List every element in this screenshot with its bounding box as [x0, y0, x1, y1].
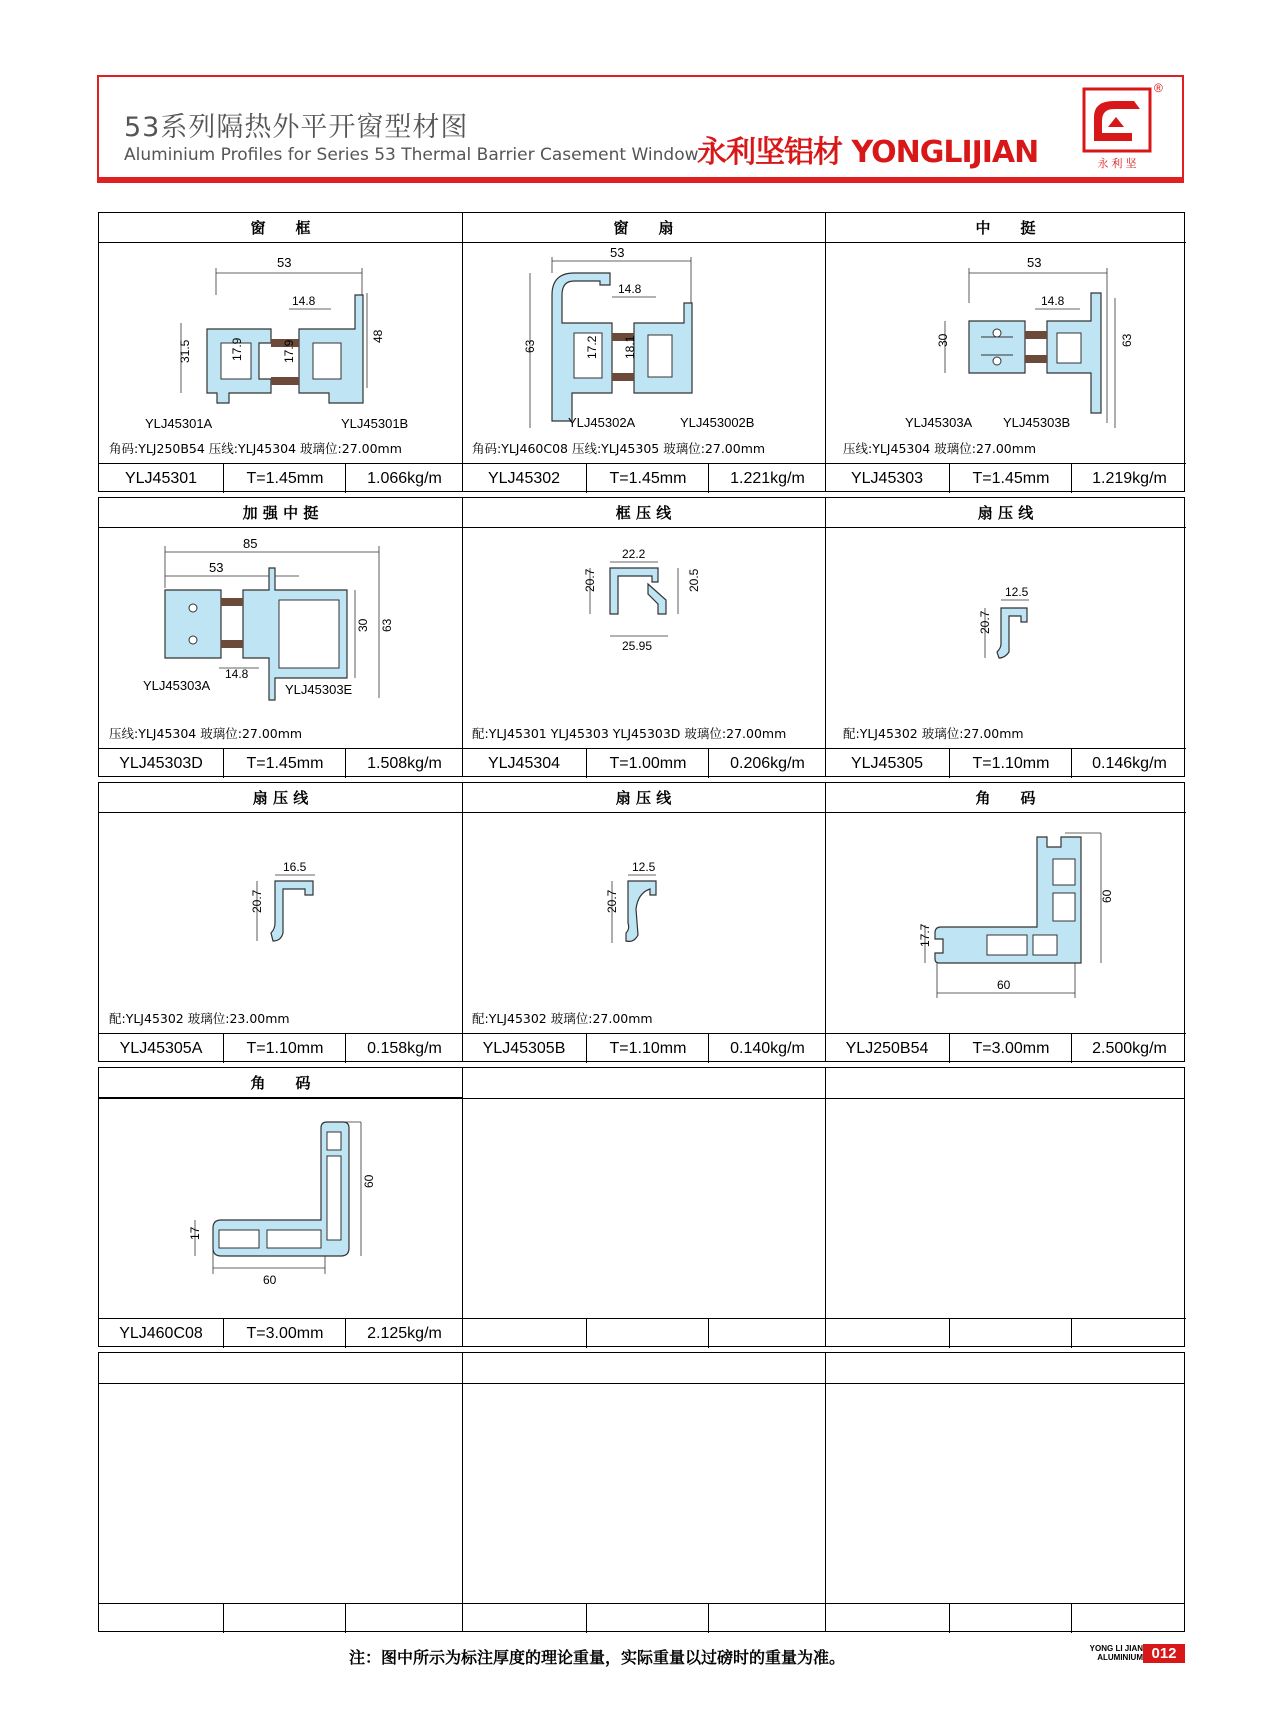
page-brand-small	[1083, 1644, 1143, 1662]
profile-row-2	[98, 497, 1185, 777]
profile-cell-frame-glazing-bead	[462, 498, 825, 778]
page-brand-line-2: ALUMINIUM	[1097, 1653, 1143, 1662]
profile-cell-sash-glazing-bead-a	[99, 783, 462, 1063]
footer-disclaimer: 注：图中所示为标注厚度的理论重量，实际重量以过磅时的重量为准。	[349, 1648, 846, 1667]
cell-title: 窗 框	[99, 213, 462, 243]
unit-weight: 2.500kg/m	[1071, 1034, 1187, 1063]
accessory-note: 角码:YLJ250B54 压线:YLJ45304 玻璃位:27.00mm	[109, 441, 402, 456]
accessory-note: 配:YLJ45301 YLJ45303 YLJ45303D 玻璃位:27.00mm	[472, 726, 787, 741]
profile-drawing-ylj460c08	[99, 1098, 462, 1298]
profile-cell-corner-cleat-a	[825, 783, 1186, 1063]
empty-spec-row	[462, 1318, 1186, 1348]
profile-cell-sash-glazing-bead	[825, 498, 1186, 778]
unit-weight: 0.146kg/m	[1071, 749, 1187, 778]
unit-weight: 1.066kg/m	[345, 464, 463, 493]
cell-title: 角 码	[99, 1068, 462, 1098]
wall-thickness: T=1.10mm	[949, 749, 1072, 778]
unit-weight: 1.221kg/m	[708, 464, 826, 493]
brand-logo	[1082, 87, 1152, 173]
brand-name: 永利坚铝材 YONGLIJIAN	[697, 135, 1039, 170]
wall-thickness: T=1.45mm	[223, 464, 346, 493]
profile-code: YLJ45301	[124, 470, 198, 487]
dim-inner2-label: 17.9	[282, 339, 296, 363]
cell-title: 窗 扇	[462, 213, 825, 243]
cell-title: 角 码	[825, 783, 1186, 813]
dim-overall-label: 63	[380, 618, 394, 632]
dim-leg-label: 17.7	[918, 923, 932, 947]
dim-height-label: 60	[1100, 889, 1114, 903]
profile-cell-sash-glazing-bead-b	[462, 783, 825, 1063]
part-label-a: YLJ45303A	[143, 678, 211, 693]
profile-row-4	[98, 1067, 1185, 1347]
profile-code: YLJ45303D	[119, 755, 203, 772]
dim-top-label: 22.2	[622, 547, 646, 561]
profile-code: YLJ45302	[487, 470, 561, 487]
dim-width-label: 53	[277, 255, 292, 270]
unit-weight: 1.508kg/m	[345, 749, 463, 778]
dim-overall-label: 63	[1120, 333, 1134, 347]
part-label-b: YLJ45303B	[1003, 415, 1071, 430]
part-label-b: YLJ453002B	[680, 415, 755, 430]
profile-drawing-ylj45304	[462, 528, 825, 728]
registered-mark: ®	[1154, 81, 1163, 95]
accessory-note: 压线:YLJ45304 玻璃位:27.00mm	[843, 441, 1037, 456]
unit-weight: 2.125kg/m	[345, 1319, 463, 1348]
profile-drawing-ylj45305b	[462, 813, 825, 1013]
profile-code: YLJ45305A	[119, 1040, 203, 1057]
accessory-note: 角码:YLJ460C08 压线:YLJ45305 玻璃位:27.00mm	[472, 441, 766, 456]
profile-cell-window-sash	[462, 213, 825, 493]
wall-thickness: T=1.00mm	[586, 749, 709, 778]
dim-height-label: 30	[936, 333, 950, 347]
accessory-note: 配:YLJ45302 玻璃位:23.00mm	[109, 1011, 290, 1026]
dim-inner-label: 17.2	[585, 335, 599, 359]
accessory-note: 配:YLJ45302 玻璃位:27.00mm	[843, 726, 1024, 741]
profile-drawing-ylj45305a	[99, 813, 462, 1013]
profile-code: YLJ250B54	[845, 1040, 929, 1057]
dim-height-label: 60	[362, 1174, 376, 1188]
dim-left-label: 20.7	[605, 889, 619, 913]
wall-thickness: T=1.45mm	[949, 464, 1072, 493]
dim-left-label: 20.7	[250, 889, 264, 913]
cell-title: 扇 压 线	[462, 783, 825, 813]
dim-left-label: 20.7	[583, 568, 597, 592]
dim-top-label: 16.5	[283, 860, 307, 874]
profile-row-3	[98, 782, 1185, 1062]
empty-spec-row	[99, 1603, 1186, 1633]
page-title: 53系列隔热外平开窗型材图	[124, 112, 469, 143]
dim-overall-width-label: 85	[243, 536, 258, 551]
dim-right-label: 20.5	[687, 568, 701, 592]
unit-weight: 1.219kg/m	[1071, 464, 1187, 493]
part-label-b: YLJ45301B	[341, 416, 409, 431]
profile-code: YLJ45305	[850, 755, 924, 772]
profile-drawing-ylj45303	[825, 243, 1186, 443]
profile-drawing-ylj45302	[462, 243, 825, 443]
dim-bottom-label: 25.95	[622, 639, 653, 653]
dim-width-label: 53	[610, 245, 625, 260]
profile-cell-corner-cleat-b	[99, 1068, 462, 1348]
profile-code: YLJ45304	[487, 755, 561, 772]
wall-thickness: T=1.10mm	[586, 1034, 709, 1063]
logo-text: 永 利 坚	[1097, 158, 1137, 170]
wall-thickness: T=1.45mm	[586, 464, 709, 493]
dim-top-label: 12.5	[632, 860, 656, 874]
profile-drawing-ylj45305	[825, 528, 1186, 728]
dim-thermal-label: 14.8	[292, 294, 316, 308]
dim-thermal-label: 14.8	[618, 282, 642, 296]
dim-height-label: 63	[523, 339, 537, 353]
profile-cell-window-frame	[99, 213, 462, 493]
cell-title: 加 强 中 挺	[99, 498, 462, 528]
dim-inner-label: 17.9	[230, 337, 244, 361]
profile-drawing-ylj250b54	[825, 813, 1186, 1013]
dim-thermal-label: 14.8	[225, 667, 249, 681]
part-label-a: YLJ45303A	[905, 415, 973, 430]
cell-title: 框 压 线	[462, 498, 825, 528]
wall-thickness: T=3.00mm	[949, 1034, 1072, 1063]
dim-left-label: 20.7	[978, 610, 992, 634]
profile-code: YLJ460C08	[119, 1325, 203, 1342]
dim-width-label: 60	[263, 1273, 277, 1287]
page-brand-line-1: YONG LI JIAN	[1089, 1644, 1143, 1653]
dim-inner2-label: 18.1	[623, 335, 637, 359]
dim-right-label: 48	[371, 329, 385, 343]
dim-leg-label: 17	[188, 1226, 202, 1240]
wall-thickness: T=3.00mm	[223, 1319, 346, 1348]
unit-weight: 0.158kg/m	[345, 1034, 463, 1063]
unit-weight: 0.140kg/m	[708, 1034, 826, 1063]
profile-code: YLJ45303	[850, 470, 924, 487]
cell-title: 扇 压 线	[825, 498, 1186, 528]
wall-thickness: T=1.45mm	[223, 749, 346, 778]
dim-width-label: 53	[1027, 255, 1042, 270]
part-label-a: YLJ45302A	[568, 415, 636, 430]
dim-height-label: 31.5	[178, 339, 192, 363]
dim-width-label: 53	[209, 560, 224, 575]
profile-code: YLJ45305B	[482, 1040, 566, 1057]
accessory-note: 压线:YLJ45304 玻璃位:27.00mm	[109, 726, 303, 741]
profile-drawing-ylj45301	[99, 243, 462, 443]
cell-title: 中 挺	[825, 213, 1186, 243]
part-label-b: YLJ45303E	[285, 682, 353, 697]
profile-cell-reinforced-mullion	[99, 498, 462, 778]
cell-title: 扇 压 线	[99, 783, 462, 813]
dim-thermal-label: 14.8	[1041, 294, 1065, 308]
profile-row-1	[98, 212, 1185, 492]
page-header	[97, 75, 1184, 183]
wall-thickness: T=1.10mm	[223, 1034, 346, 1063]
profile-cell-mullion	[825, 213, 1186, 493]
dim-top-label: 12.5	[1005, 585, 1029, 599]
unit-weight: 0.206kg/m	[708, 749, 826, 778]
dim-width-label: 60	[997, 978, 1011, 992]
accessory-note: 配:YLJ45302 玻璃位:27.00mm	[472, 1011, 653, 1026]
profile-row-empty	[98, 1352, 1185, 1632]
part-label-a: YLJ45301A	[145, 416, 213, 431]
dim-height-label: 30	[356, 618, 370, 632]
page-subtitle: Aluminium Profiles for Series 53 Thermal Barrier Casement Window	[124, 145, 699, 165]
profile-drawing-ylj45303d	[99, 528, 462, 728]
page-number: 012	[1143, 1644, 1185, 1663]
